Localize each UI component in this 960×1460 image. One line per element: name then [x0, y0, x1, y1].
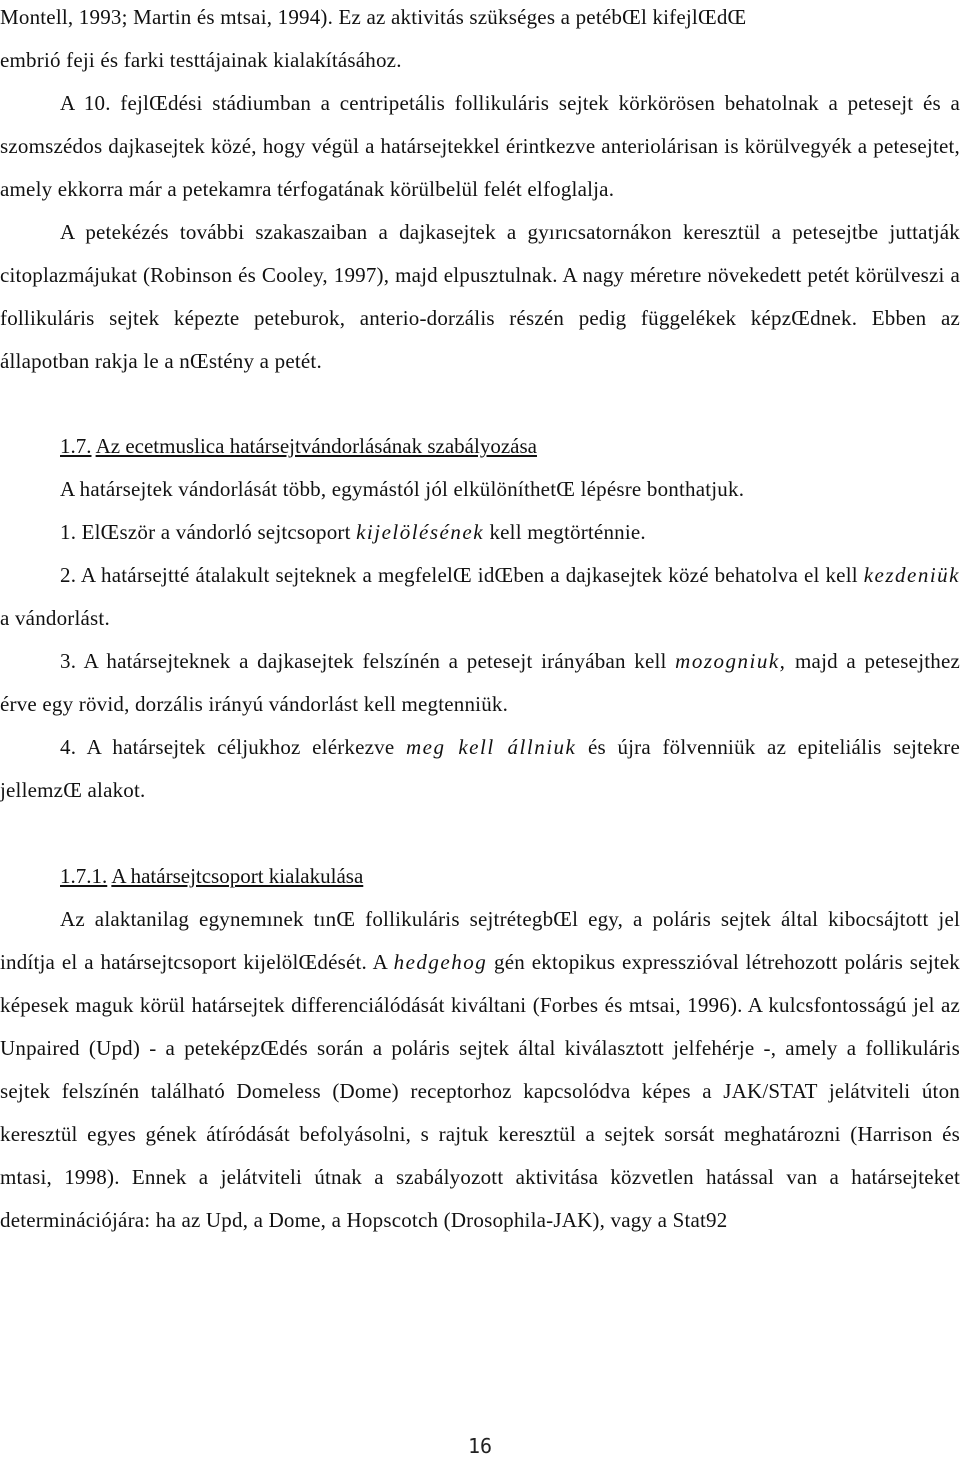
paragraph-line: embrió feji és farki testtájainak kialakításához. — [0, 48, 402, 72]
step-text: 4. A határsejtek céljukhoz elérkezve — [60, 735, 406, 759]
paragraph-stage-10: A 10. fejlŒdési stádiumban a centripetális follikuláris sejtek körkörösen behatolnak a petesejt és a szomszédos dajkasejtek közé, hogy végül a határsejtekkel érintkezve anteriolárisan is körülvegyék a petesejtet, amely ekkorra már a petekamra térfogatának körülbelül felét elfoglalja. — [0, 91, 960, 201]
page-number: 16 — [467, 1434, 493, 1458]
step-text: 2. A határsejtté átalakult sejteknek a megfelelŒ idŒben a dajkasejtek közé behatolva el kell — [60, 563, 864, 587]
gene-name: hedgehog — [393, 950, 488, 974]
step-emphasis: mozogniuk, — [675, 649, 787, 673]
step-text: a vándorlást. — [0, 606, 110, 630]
step-emphasis: kijelölésének — [356, 520, 485, 544]
section-title: A határsejtcsoport kialakulása — [111, 864, 364, 888]
step-text: és újra fölvenniük az epiteliális sejtekre jellemzŒ alakot. — [0, 735, 960, 802]
section-number: 1.7. — [60, 434, 92, 458]
section-heading-1-7 — [0, 425, 960, 468]
step-emphasis: kezdeniük — [863, 563, 960, 587]
spacer — [0, 383, 960, 425]
step-emphasis: meg kell állniuk — [405, 735, 577, 759]
paragraph-line: Montell, 1993; Martin és mtsai, 1994). Ez az aktivitás szükséges a petébŒl kifejlŒdŒ — [0, 5, 747, 29]
paragraph-text: Az alaktanilag egynemınek tınŒ follikuláris sejtrétegbŒl egy, a poláris sejtek által kibocsájtott jel indítja el a határsejtcsoport kijelölŒdését. A — [0, 907, 960, 974]
spacer — [0, 812, 960, 855]
paragraph-egg-formation: A petekézés további szakaszaiban a dajkasejtek a gyırıcsatornákon keresztül a petesejtbe juttatják citoplazmájukat (Robinson és Cooley, 1997), majd elpusztulnak. A nagy méretıre növekedett petét körülveszi a follikuláris sejtek képezte peteburok, anterio-dorzális részén pedig függelékek képzŒdnek. Ebben az állapotban rakja le a nŒstény a petét. — [0, 220, 960, 373]
section-intro: A határsejtek vándorlását több, egymástól jól elkülöníthetŒ lépésre bonthatjuk. — [60, 477, 745, 501]
section-title: Az ecetmuslica határsejtvándorlásának szabályozása — [95, 434, 537, 458]
step-3 — [0, 640, 960, 726]
step-1 — [0, 511, 960, 554]
section-number: 1.7.1. — [60, 864, 108, 888]
step-4 — [0, 726, 960, 812]
step-text: 1. ElŒször a vándorló sejtcsoport — [60, 520, 357, 544]
step-text: kell megtörténnie. — [484, 520, 646, 544]
step-2 — [0, 554, 960, 640]
paragraph-continuation — [0, 0, 960, 82]
paragraph-text: gén ektopikus expresszióval létrehozott poláris sejtek képesek maguk körül határsejtek differenciálódását kiváltani (Forbes és mtsai, 1996). A kulcsfontosságú jel az Unpaired (Upd) - a peteképzŒdés során a poláris sejtek által kiválasztott jelfehérje -, amely a follikuláris sejtek felszínén található Domeless (Dome) receptorhoz kapcsolódva képes a JAK/STAT jelátviteli úton keresztül egyes gének átíródását befolyásolni, s rajtuk keresztül a sejtek sorsát meghatározni (Harrison és mtasi, 1998). Ennek a jelátviteli útnak a szabályozott aktivitása közvetlen hatással van a határsejteket determinációjára: ha az Upd, a Dome, a Hopscotch (Drosophila-JAK), vagy a Stat92 — [0, 950, 960, 1232]
section-heading-1-7-1 — [0, 855, 960, 898]
paragraph-border-cell-cluster — [0, 898, 960, 1242]
step-text: 3. A határsejteknek a dajkasejtek felszínén a petesejt irányában kell — [60, 649, 676, 673]
step-text: majd a petesejthez érve egy rövid, dorzális irányú vándorlást kell megtenniük. — [0, 649, 960, 716]
